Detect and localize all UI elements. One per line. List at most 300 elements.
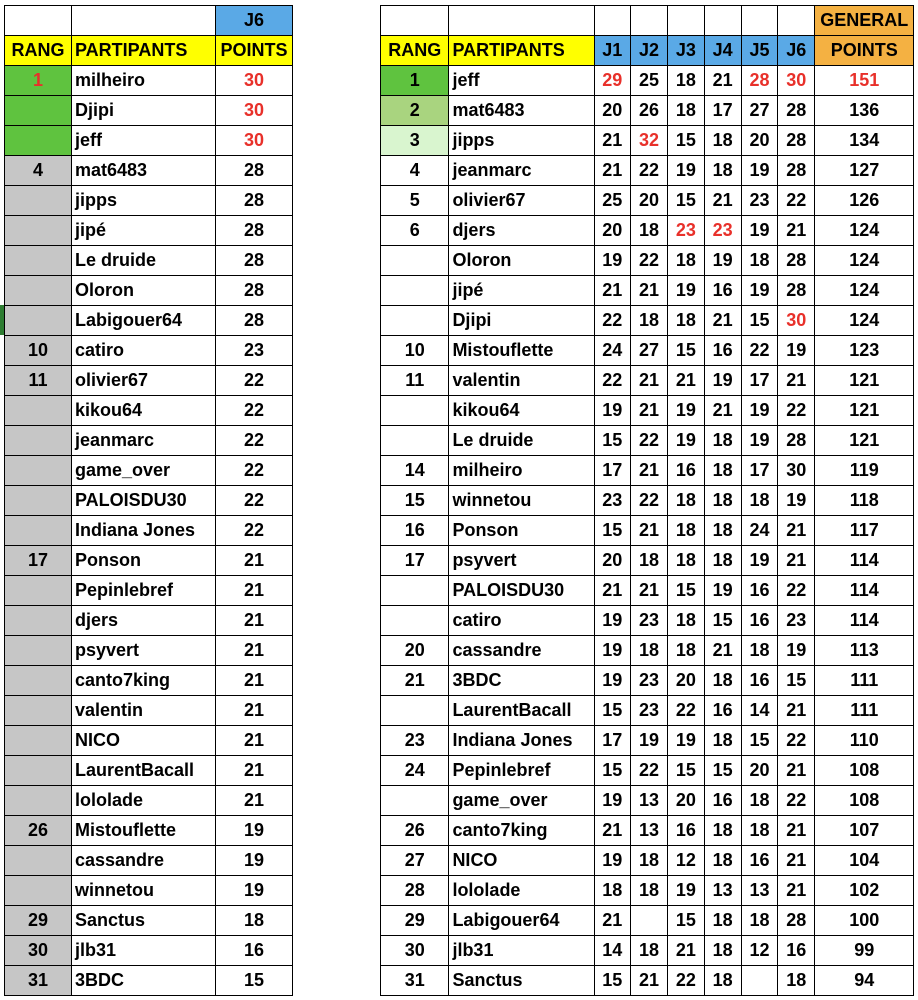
table-row: [5, 426, 293, 456]
round-score: 23: [741, 186, 777, 216]
total-points: 107: [815, 816, 914, 846]
round-score: 16: [704, 696, 741, 726]
round-score: 19: [630, 726, 667, 756]
round-score: 15: [704, 606, 741, 636]
table-row: [381, 66, 914, 96]
table-row: [5, 666, 293, 696]
total-points: 121: [815, 366, 914, 396]
points-cell: 16: [216, 936, 293, 966]
round-score: 15: [668, 756, 704, 786]
table-row: [5, 606, 293, 636]
rank-header: RANG: [5, 36, 72, 66]
participant-name: lololade: [72, 786, 216, 816]
round-score: 19: [741, 426, 777, 456]
participant-name: LaurentBacall: [449, 696, 594, 726]
total-points: 117: [815, 516, 914, 546]
round-score: 16: [741, 666, 777, 696]
round-header: J1: [594, 36, 630, 66]
round-score: 20: [668, 666, 704, 696]
total-points: 108: [815, 756, 914, 786]
column-header-row: [5, 36, 293, 66]
round-score: 18: [630, 936, 667, 966]
total-points: 119: [815, 456, 914, 486]
participant-name: cassandre: [449, 636, 594, 666]
participant-name: Mistouflette: [72, 816, 216, 846]
round-score: 15: [741, 726, 777, 756]
table-row: [5, 516, 293, 546]
table-row: [5, 756, 293, 786]
round-score: 18: [741, 246, 777, 276]
participant-name: Pepinlebref: [449, 756, 594, 786]
round-score: 15: [778, 666, 815, 696]
general-label: GENERAL: [815, 6, 914, 36]
round-score: 15: [668, 906, 704, 936]
round-score: 18: [630, 546, 667, 576]
rank-cell: 11: [381, 366, 449, 396]
participant-name: Le druide: [72, 246, 216, 276]
participant-name: Djipi: [449, 306, 594, 336]
points-cell: 22: [216, 366, 293, 396]
round-score: 20: [594, 546, 630, 576]
rank-cell: 1: [5, 66, 72, 96]
table-row: [381, 366, 914, 396]
points-cell: 28: [216, 246, 293, 276]
participants-header: PARTIPANTS: [72, 36, 216, 66]
rank-cell: 1: [381, 66, 449, 96]
table-row: [5, 786, 293, 816]
round-score: 18: [741, 786, 777, 816]
round-score: 14: [594, 936, 630, 966]
table-row: [381, 96, 914, 126]
participant-name: milheiro: [449, 456, 594, 486]
round-score: 18: [704, 126, 741, 156]
column-header-row: [381, 36, 914, 66]
rank-cell: [5, 876, 72, 906]
table-row: [381, 906, 914, 936]
rank-cell: [381, 576, 449, 606]
rank-cell: 2: [381, 96, 449, 126]
rank-cell: 29: [381, 906, 449, 936]
participant-name: jeff: [72, 126, 216, 156]
round-score: 18: [668, 516, 704, 546]
round-score: 28: [778, 126, 815, 156]
rank-cell: 27: [381, 846, 449, 876]
points-cell: 30: [216, 66, 293, 96]
table-row: [5, 546, 293, 576]
table-row: [381, 246, 914, 276]
participant-name: jeanmarc: [72, 426, 216, 456]
points-cell: 22: [216, 426, 293, 456]
round-score: 21: [630, 276, 667, 306]
round-score: 15: [594, 426, 630, 456]
participant-name: jipé: [72, 216, 216, 246]
points-header: POINTS: [216, 36, 293, 66]
round-score: 22: [630, 756, 667, 786]
rank-cell: [381, 246, 449, 276]
round-score: 19: [741, 396, 777, 426]
round-score: 28: [778, 906, 815, 936]
round-score: 21: [704, 636, 741, 666]
round-score: 20: [594, 96, 630, 126]
points-cell: 21: [216, 666, 293, 696]
participant-name: winnetou: [449, 486, 594, 516]
table-row: [5, 336, 293, 366]
round-score: 16: [704, 786, 741, 816]
points-cell: 19: [216, 816, 293, 846]
round-score: 28: [778, 96, 815, 126]
participant-name: milheiro: [72, 66, 216, 96]
points-cell: 19: [216, 876, 293, 906]
table-row: [381, 156, 914, 186]
total-points: 113: [815, 636, 914, 666]
table-row: [5, 96, 293, 126]
table-row: [5, 366, 293, 396]
total-points: 104: [815, 846, 914, 876]
table-row: [5, 936, 293, 966]
round-header: J3: [668, 36, 704, 66]
round-score: 21: [594, 906, 630, 936]
round-score: 26: [630, 96, 667, 126]
rank-cell: [5, 726, 72, 756]
points-cell: 21: [216, 726, 293, 756]
rank-cell: 30: [381, 936, 449, 966]
round-score: 21: [630, 576, 667, 606]
round-score: 23: [630, 606, 667, 636]
round-header: J2: [630, 36, 667, 66]
points-cell: 28: [216, 306, 293, 336]
rank-cell: 31: [5, 966, 72, 996]
rank-cell: [5, 396, 72, 426]
rank-cell: 21: [381, 666, 449, 696]
participant-name: Sanctus: [449, 966, 594, 996]
round-score: 28: [778, 246, 815, 276]
round-score: 18: [704, 846, 741, 876]
round-score: 18: [704, 936, 741, 966]
round-score: 21: [778, 696, 815, 726]
table-row: [5, 246, 293, 276]
table-row: [5, 486, 293, 516]
participant-name: jipps: [72, 186, 216, 216]
points-cell: 22: [216, 486, 293, 516]
participant-name: LaurentBacall: [72, 756, 216, 786]
round-score: 19: [594, 606, 630, 636]
round-score: 23: [594, 486, 630, 516]
participant-name: Ponson: [72, 546, 216, 576]
total-points: 102: [815, 876, 914, 906]
round-score: 19: [668, 876, 704, 906]
points-cell: 21: [216, 756, 293, 786]
rank-cell: 6: [381, 216, 449, 246]
participants-header: PARTIPANTS: [449, 36, 594, 66]
round-score: 16: [668, 456, 704, 486]
rank-cell: 24: [381, 756, 449, 786]
round-score: 25: [630, 66, 667, 96]
round-score: 13: [630, 816, 667, 846]
rank-cell: [5, 186, 72, 216]
round-header: J4: [704, 36, 741, 66]
round-score: 19: [778, 636, 815, 666]
rank-cell: 10: [381, 336, 449, 366]
points-cell: 28: [216, 216, 293, 246]
participant-name: Labigouer64: [72, 306, 216, 336]
round-score: 32: [630, 126, 667, 156]
round-score: 20: [741, 756, 777, 786]
table-row: [5, 966, 293, 996]
round-score: 24: [594, 336, 630, 366]
round-score: 21: [778, 216, 815, 246]
round-score: 21: [630, 516, 667, 546]
round-score: 21: [630, 966, 667, 996]
participant-name: jipé: [449, 276, 594, 306]
table-row: [381, 336, 914, 366]
round-score: 18: [668, 66, 704, 96]
participant-name: mat6483: [449, 96, 594, 126]
participant-name: jlb31: [449, 936, 594, 966]
table-row: [381, 306, 914, 336]
round-score: 19: [668, 396, 704, 426]
round-score: 19: [668, 156, 704, 186]
table-row: [381, 816, 914, 846]
participant-name: Ponson: [449, 516, 594, 546]
round-score: 18: [704, 546, 741, 576]
rank-cell: [5, 216, 72, 246]
round-score: 12: [668, 846, 704, 876]
round-score: 18: [668, 636, 704, 666]
table-row: [381, 666, 914, 696]
participant-name: NICO: [449, 846, 594, 876]
round-score: 16: [741, 576, 777, 606]
round-score: 18: [741, 636, 777, 666]
round-score: 24: [741, 516, 777, 546]
round-score: 21: [630, 396, 667, 426]
round-score: 18: [704, 456, 741, 486]
participant-name: Mistouflette: [449, 336, 594, 366]
table-row: [5, 156, 293, 186]
round-score: 17: [704, 96, 741, 126]
participant-name: game_over: [449, 786, 594, 816]
total-points: 111: [815, 666, 914, 696]
rank-cell: [381, 606, 449, 636]
table-row: [381, 486, 914, 516]
table-row: [5, 306, 293, 336]
table-row: [5, 396, 293, 426]
rank-cell: 23: [381, 726, 449, 756]
table-row: [5, 186, 293, 216]
rank-cell: 20: [381, 636, 449, 666]
round-score: 28: [778, 276, 815, 306]
round-header: J6: [778, 36, 815, 66]
rank-cell: [381, 696, 449, 726]
round-score: 19: [594, 246, 630, 276]
table-row: [381, 786, 914, 816]
round-score: 22: [778, 186, 815, 216]
participant-name: Djipi: [72, 96, 216, 126]
points-cell: 22: [216, 456, 293, 486]
round-header: J5: [741, 36, 777, 66]
round-score: 21: [778, 846, 815, 876]
round-score: 23: [630, 666, 667, 696]
round-score: 18: [741, 906, 777, 936]
round-score: 19: [704, 246, 741, 276]
round-score: 15: [594, 966, 630, 996]
points-cell: 22: [216, 396, 293, 426]
round-score: 17: [741, 456, 777, 486]
rank-cell: [5, 516, 72, 546]
round-score: 18: [668, 96, 704, 126]
round-score: 23: [704, 216, 741, 246]
round-label: J6: [216, 6, 293, 36]
participant-name: catiro: [72, 336, 216, 366]
round-score: 25: [594, 186, 630, 216]
table-row: [5, 846, 293, 876]
total-points: 110: [815, 726, 914, 756]
round-score: 21: [778, 366, 815, 396]
round-score: 30: [778, 456, 815, 486]
rank-cell: 31: [381, 966, 449, 996]
round-score: 21: [630, 456, 667, 486]
round-score: 17: [594, 456, 630, 486]
round-score: 18: [630, 636, 667, 666]
participant-name: valentin: [72, 696, 216, 726]
rank-cell: 4: [5, 156, 72, 186]
rank-cell: [5, 696, 72, 726]
round-score: 18: [704, 726, 741, 756]
round-score: 20: [630, 186, 667, 216]
round-score: 20: [741, 126, 777, 156]
round-score: 18: [704, 666, 741, 696]
participant-name: Indiana Jones: [72, 516, 216, 546]
round-score: 15: [704, 756, 741, 786]
rank-cell: [5, 606, 72, 636]
table-row: [381, 216, 914, 246]
round-score: 18: [704, 906, 741, 936]
round-score: 14: [741, 696, 777, 726]
rank-cell: 11: [5, 366, 72, 396]
rank-cell: [5, 846, 72, 876]
round-score: 21: [594, 126, 630, 156]
table-row: [5, 696, 293, 726]
rank-cell: 26: [381, 816, 449, 846]
points-cell: 21: [216, 786, 293, 816]
total-points: 99: [815, 936, 914, 966]
round-score: 15: [668, 126, 704, 156]
participant-name: jipps: [449, 126, 594, 156]
round-score: 23: [668, 216, 704, 246]
table-row: [381, 726, 914, 756]
table-row: [381, 426, 914, 456]
participant-name: Le druide: [449, 426, 594, 456]
round-score: 23: [630, 696, 667, 726]
rank-cell: 15: [381, 486, 449, 516]
participant-name: djers: [449, 216, 594, 246]
round-score: 22: [668, 966, 704, 996]
participant-name: psyvert: [449, 546, 594, 576]
round-score: 19: [704, 366, 741, 396]
round-score: 19: [741, 276, 777, 306]
round-score: 21: [704, 396, 741, 426]
table-row: [381, 966, 914, 996]
points-cell: 28: [216, 156, 293, 186]
participant-name: Oloron: [72, 276, 216, 306]
table-row: [5, 576, 293, 606]
rank-cell: [381, 276, 449, 306]
participant-name: cassandre: [72, 846, 216, 876]
round-score: 19: [741, 546, 777, 576]
round-score: 21: [778, 516, 815, 546]
table-row: [381, 546, 914, 576]
round-score: 18: [630, 306, 667, 336]
points-cell: 15: [216, 966, 293, 996]
round-score: 15: [741, 306, 777, 336]
round-score: 19: [741, 156, 777, 186]
rank-cell: [5, 636, 72, 666]
table-row: [5, 216, 293, 246]
rank-cell: [5, 306, 72, 336]
participant-name: valentin: [449, 366, 594, 396]
round-score: 22: [741, 336, 777, 366]
rank-cell: [5, 486, 72, 516]
participant-name: Oloron: [449, 246, 594, 276]
round-score: 18: [668, 306, 704, 336]
participant-name: 3BDC: [72, 966, 216, 996]
participant-name: lololade: [449, 876, 594, 906]
points-cell: 18: [216, 906, 293, 936]
round-score: 18: [704, 516, 741, 546]
round-score: 15: [594, 756, 630, 786]
total-points: 121: [815, 426, 914, 456]
rank-cell: [5, 756, 72, 786]
general-ranking-table: [380, 5, 914, 996]
round-score: 18: [778, 966, 815, 996]
total-points: 108: [815, 786, 914, 816]
table-row: [381, 396, 914, 426]
participant-name: Pepinlebref: [72, 576, 216, 606]
table-row: [381, 456, 914, 486]
table-row: [5, 816, 293, 846]
total-points: 121: [815, 396, 914, 426]
table-row: [381, 756, 914, 786]
table-row: [381, 606, 914, 636]
round-score: 19: [778, 336, 815, 366]
rank-cell: 16: [381, 516, 449, 546]
rank-cell: 3: [381, 126, 449, 156]
table-row: [5, 66, 293, 96]
round-score: 19: [594, 636, 630, 666]
total-points: 94: [815, 966, 914, 996]
points-cell: 23: [216, 336, 293, 366]
total-points: 136: [815, 96, 914, 126]
round-score: 22: [778, 786, 815, 816]
participant-name: NICO: [72, 726, 216, 756]
table-row: [381, 126, 914, 156]
round-score: 18: [630, 216, 667, 246]
participant-name: kikou64: [449, 396, 594, 426]
rank-cell: [5, 456, 72, 486]
total-points: 126: [815, 186, 914, 216]
round-score: 18: [668, 246, 704, 276]
participant-name: PALOISDU30: [449, 576, 594, 606]
round-score: 21: [704, 66, 741, 96]
round-score: 30: [778, 306, 815, 336]
total-points: 118: [815, 486, 914, 516]
round-score: 19: [741, 216, 777, 246]
points-cell: 22: [216, 516, 293, 546]
rank-cell: 29: [5, 906, 72, 936]
participant-name: winnetou: [72, 876, 216, 906]
round-score: 13: [630, 786, 667, 816]
participant-name: canto7king: [72, 666, 216, 696]
round-score: 16: [704, 276, 741, 306]
